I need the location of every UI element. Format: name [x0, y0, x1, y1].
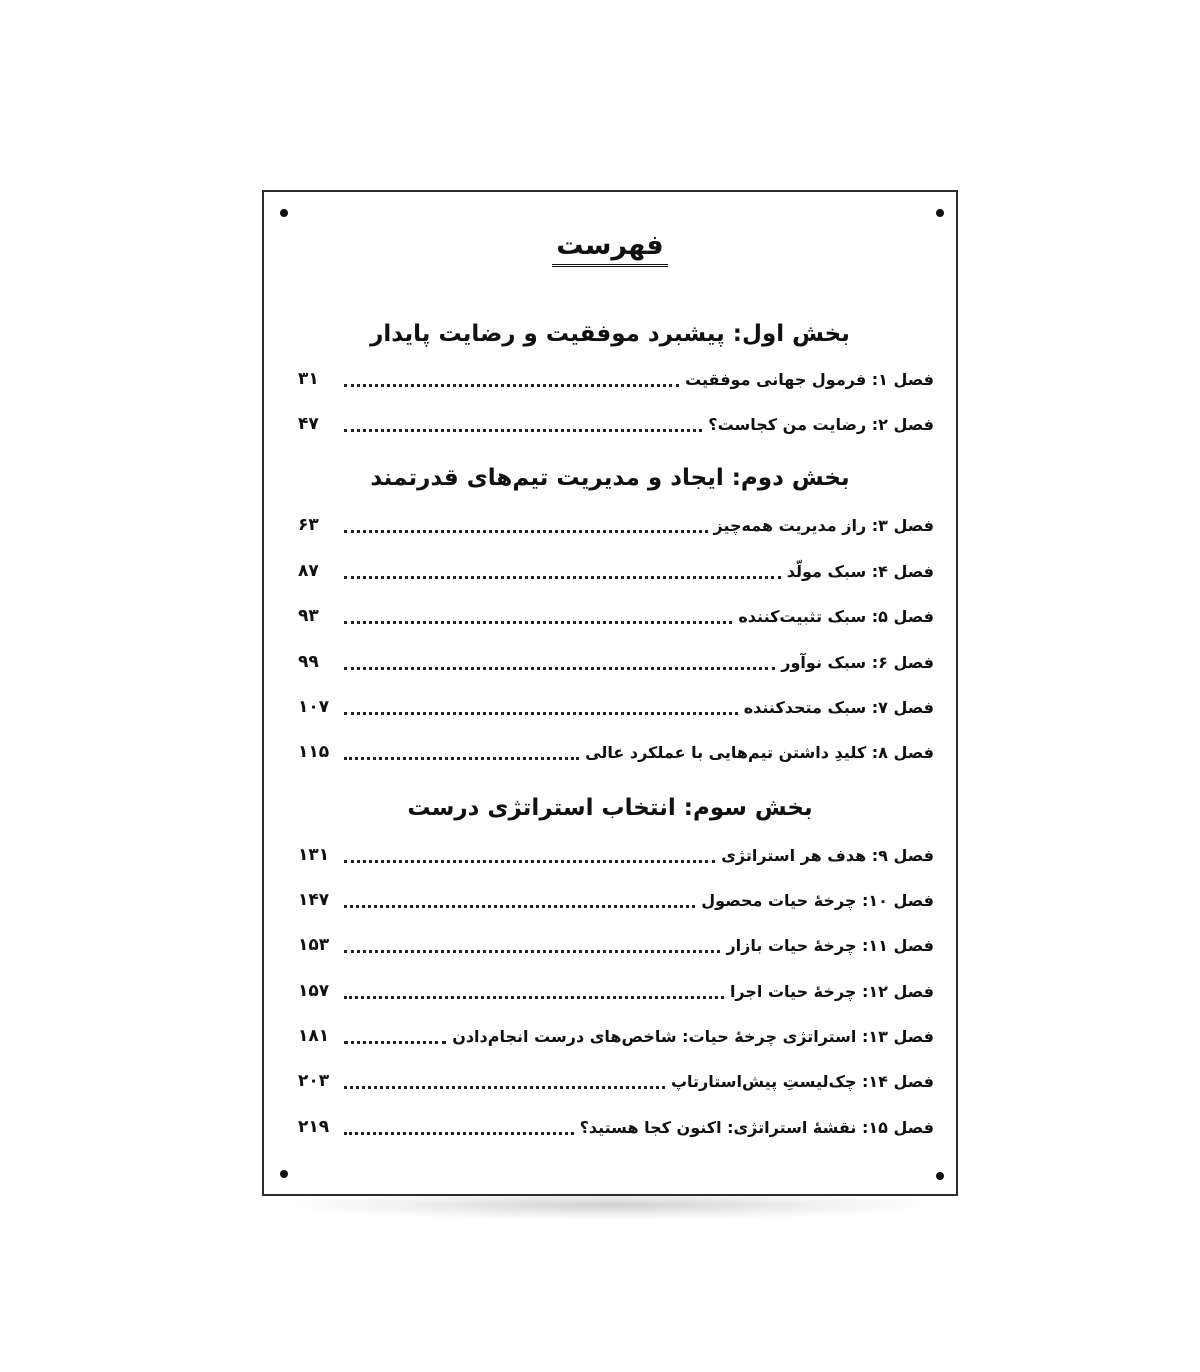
chapter-title: فصل ۷: سبک متحدکننده [743, 697, 934, 717]
part-heading: بخش سوم: انتخاب استراتژی درست [407, 795, 813, 821]
toc-entry [298, 647, 934, 677]
corner-dot [280, 209, 288, 217]
page-number: ۱۰۷ [298, 697, 330, 717]
page-number: ۱۳۱ [298, 845, 330, 865]
chapter-title: فصل ۱۱: چرخهٔ حیات بازار [726, 935, 934, 955]
chapter-title: فصل ۹: هدف هر استراتژی [721, 845, 934, 865]
page-number: ۹۳ [298, 606, 319, 626]
toc-entry [298, 510, 934, 540]
toc-page [262, 190, 958, 1196]
toc-entry [298, 930, 934, 960]
chapter-title: فصل ۱۴: چک‌لیستِ پیش‌استارتاپ [670, 1071, 934, 1091]
page-number: ۱۴۷ [298, 890, 330, 910]
toc-title [264, 230, 956, 267]
toc-entry [298, 1112, 934, 1142]
page-number: ۶۳ [298, 515, 319, 535]
chapter-title: فصل ۵: سبک تثبیت‌کننده [738, 606, 934, 626]
toc-entry [298, 885, 934, 915]
part-heading: بخش دوم: ایجاد و مدیریت تیم‌های قدرتمند [370, 465, 850, 491]
dot-leader [344, 530, 708, 533]
chapter-title: فصل ۱۰: چرخهٔ حیات محصول [701, 890, 934, 910]
dot-leader [344, 712, 738, 715]
chapter-title: فصل ۱: فرمول جهانی موفقیت [685, 369, 934, 389]
toc-entry [298, 840, 934, 870]
dot-leader [344, 576, 781, 579]
chapter-title: فصل ۸: کلیدِ داشتن تیم‌هایی با عملکرد عالی [585, 742, 934, 762]
page-number: ۸۷ [298, 561, 319, 581]
chapter-title: فصل ۲: رضایت من کجاست؟ [708, 414, 934, 434]
toc-title-text: فهرست [552, 230, 667, 267]
dot-leader [344, 621, 732, 624]
chapter-title: فصل ۶: سبک نوآور [781, 652, 934, 672]
dot-leader [344, 996, 724, 999]
page-number: ۱۱۵ [298, 742, 330, 762]
page-number: ۲۰۳ [298, 1071, 330, 1091]
toc-entry [298, 976, 934, 1006]
chapter-title: فصل ۱۳: استراتژی چرخهٔ حیات: شاخص‌های درست انجام‌دادن [452, 1026, 934, 1046]
part-heading: بخش اول: پیشبرد موفقیت و رضایت پایدار [370, 321, 850, 347]
toc-entry [298, 409, 934, 439]
dot-leader [344, 757, 579, 760]
corner-dot [936, 1172, 944, 1180]
page-number: ۱۵۳ [298, 935, 330, 955]
toc-entry [298, 737, 934, 767]
chapter-title: فصل ۱۲: چرخهٔ حیات اجرا [729, 981, 934, 1001]
dot-leader [344, 905, 695, 908]
corner-dot [280, 1170, 288, 1178]
dot-leader [344, 860, 715, 863]
page-number: ۴۷ [298, 414, 319, 434]
dot-leader [344, 950, 720, 953]
toc-entry [298, 692, 934, 722]
toc-entry [298, 556, 934, 586]
dot-leader [344, 429, 702, 432]
toc-entry [298, 364, 934, 394]
dot-leader [344, 384, 679, 387]
toc-entry [298, 1066, 934, 1096]
chapter-title: فصل ۳: راز مدیریت همه‌چیز [713, 515, 934, 535]
toc-entry [298, 601, 934, 631]
chapter-title: فصل ۴: سبک مولّد [786, 561, 934, 581]
dot-leader [344, 667, 775, 670]
dot-leader [344, 1086, 665, 1089]
page-number: ۲۱۹ [298, 1117, 330, 1137]
page-number: ۱۸۱ [298, 1026, 330, 1046]
page-number: ۳۱ [298, 369, 319, 389]
page-number: ۱۵۷ [298, 981, 330, 1001]
dot-leader [344, 1041, 446, 1044]
toc-entry [298, 1021, 934, 1051]
dot-leader [344, 1132, 574, 1135]
corner-dot [936, 209, 944, 217]
page-number: ۹۹ [298, 652, 319, 672]
chapter-title: فصل ۱۵: نقشهٔ استراتژی: اکنون کجا هستید؟ [579, 1117, 934, 1137]
